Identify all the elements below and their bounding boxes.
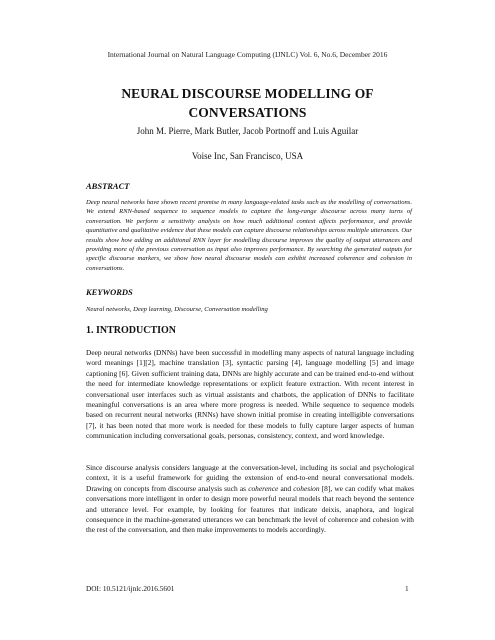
keywords-text: Neural networks, Deep learning, Discourse, Conversation modelling <box>86 306 268 313</box>
intro-paragraph-1: Deep neural networks (DNNs) have been successful in modelling many aspects of natural language including word meanings [1][2], machine translation [3], syntactic parsing [4], language modelling [5] and image captioning [6]. Given sufficient training data, DNNs are highly accurate and can be trained end-to-end without the need for intermediate knowledge representations or explicit feature extraction. With recent interest in conversational user interfaces such as virtual assistants and chatbots, the application of DNNs to facilitate meaningful conversations is an area where more progress is needed. While sequence to sequence models based on recurrent neural networks (RNNs) have shown initial promise in creating intelligible conversations [7], it has been noted that more work is needed for these models to fully capture larger aspects of human communication including conversational goals, personas, consistency, context, and word knowledge. <box>86 348 414 441</box>
term-coherence: coherence <box>248 483 279 493</box>
page-number: 1 <box>405 584 409 593</box>
abstract-heading: ABSTRACT <box>86 181 130 191</box>
intro-paragraph-2 <box>86 463 414 536</box>
introduction-heading: 1. INTRODUCTION <box>86 325 177 336</box>
footer-doi: DOI: 10.5121/ijnlc.2016.5601 <box>86 584 175 593</box>
affiliation: Voise Inc, San Francisco, USA <box>191 151 304 161</box>
keywords-heading: KEYWORDS <box>86 287 133 297</box>
journal-header: International Journal on Natural Language Computing (IJNLC) Vol. 6, No.6, December 2016 <box>107 50 388 59</box>
intro-paragraph-2-and: and <box>278 483 294 493</box>
paper-title <box>0 84 495 122</box>
abstract-text: Deep neural networks have shown recent promise in many language-related tasks such as the modelling of conversations. We extend RNN-based sequence to sequence models to capture the long-range discourse across many turns of conversation. We perform a sensitivity analysis on how much additional context affects performance, and provide quantitative and qualitative evidence that these models can capture discourse relationships across multiple utterances. Our results show how adding an additional RNN layer for modelling discourse improves the quality of output utterances and providing more of the previous conversation as input also improves performance. By searching the generated outputs for specific discourse markers, we show how neural discourse models can exhibit increased coherence and cohesion in conversations. <box>86 199 412 272</box>
author-list: John M. Pierre, Mark Butler, Jacob Portnoff and Luis Aguilar <box>136 126 359 136</box>
title-line-1: NEURAL DISCOURSE MODELLING OF <box>121 86 374 101</box>
term-cohesion: cohesion <box>293 483 320 493</box>
intro-paragraph-2-part-a: Since discourse analysis considers language at the conversation-level, including its social and psychological context, it is a useful framework for guiding the extension of end-to-end neural conversational models. Drawing on concepts from discourse analysis such as <box>86 463 414 493</box>
intro-paragraph-2-part-b: [8], we can codify what makes conversations more intelligent in order to design more powerful neural models that reach beyond the sentence and utterance level. For example, by looking for features that indicate deixis, anaphora, and logical consequence in the machine-generated utterances we can benchmark the level of coherence and cohesion with the rest of the conversation, and then make improvements to models accordingly. <box>86 483 414 535</box>
title-line-2: CONVERSATIONS <box>188 105 307 120</box>
